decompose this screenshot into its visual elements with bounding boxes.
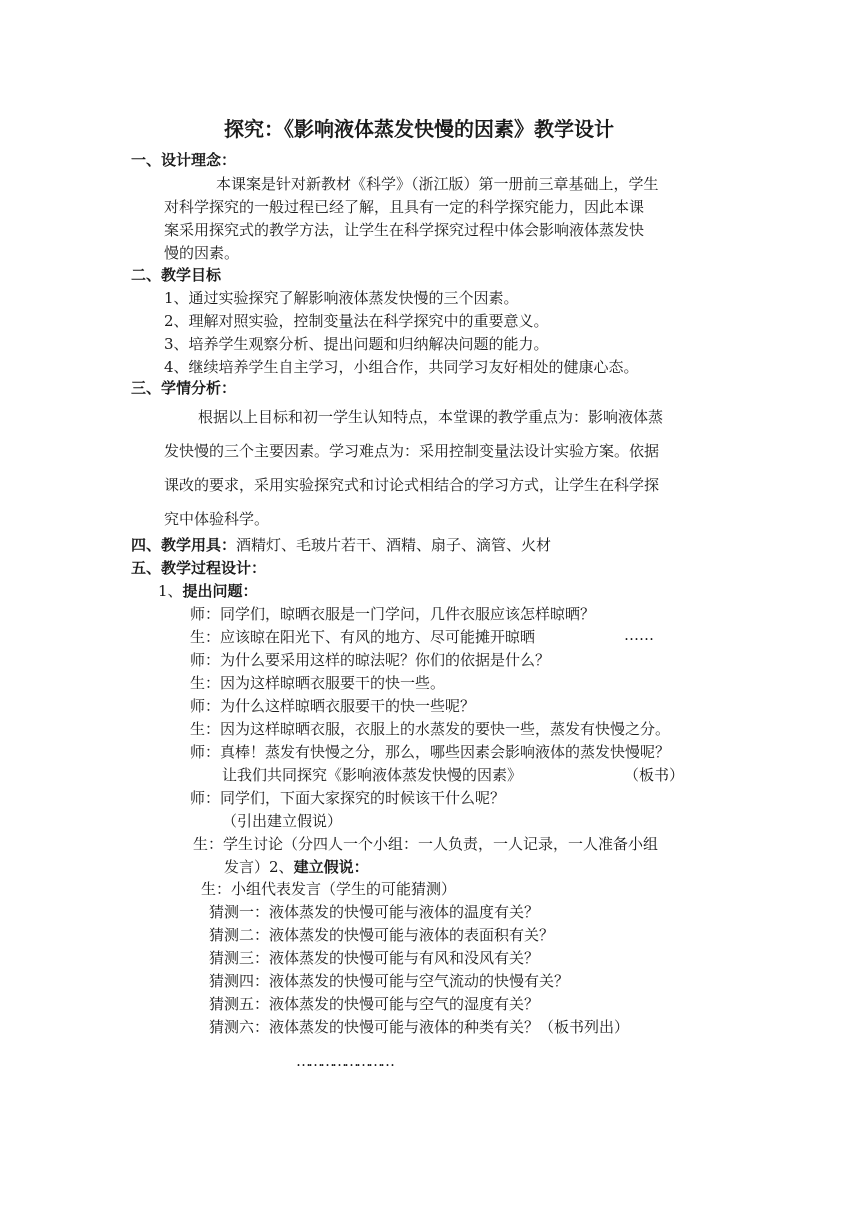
analysis-line: 究中体验科学。 xyxy=(164,510,270,528)
dialog-line: 师：同学们，下面大家探究的时候该干什么呢？ xyxy=(190,789,506,807)
subsection-label: 提出问题： xyxy=(182,582,258,600)
subsection-number: 1、 xyxy=(158,582,183,600)
guess-item: 猜测一：液体蒸发的快慢可能与液体的温度有关？ xyxy=(209,903,540,921)
analysis-line: 课改的要求，采用实验探究式和讨论式相结合的学习方式，让学生在科学探 xyxy=(164,476,660,494)
page-title: 探究：《影响液体蒸发快慢的因素》教学设计 xyxy=(224,117,614,141)
dialog-line: 生：学生讨论（分四人一个小组：一人负责，一人记录，一人准备小组 xyxy=(193,835,659,853)
concept-line: 本课案是针对新教材《科学》（浙江版）第一册前三章基础上，学生 xyxy=(216,175,659,193)
dialog-line: 师：为什么要采用这样的晾法呢？你们的依据是什么？ xyxy=(190,651,551,669)
dialog-line: 生：因为这样晾晒衣服，衣服上的水蒸发的要快一些，蒸发有快慢之分。 xyxy=(190,720,671,738)
dialog-line: 师：为什么这样晾晒衣服要干的快一些呢？ xyxy=(190,697,476,715)
guess-intro: 生：小组代表发言（学生的可能猜测） xyxy=(201,880,457,898)
tools-line xyxy=(131,536,551,555)
guess-item: 猜测二：液体蒸发的快慢可能与液体的表面积有关？ xyxy=(209,926,555,944)
concept-line: 对科学探究的一般过程已经了解，且具有一定的科学探究能力，因此本课 xyxy=(164,198,645,216)
dialog-line: 发言） xyxy=(224,858,270,876)
guess-item: 猜测六：液体蒸发的快慢可能与液体的种类有关？（板书列出） xyxy=(209,1018,630,1036)
board-note: （板书） xyxy=(624,766,685,784)
section-heading-analysis: 三、学情分析： xyxy=(131,379,237,397)
section-heading-tools: 四、教学用具： xyxy=(131,536,237,554)
goal-item: 3、培养学生观察分析、提出问题和归纳解决问题的能力。 xyxy=(164,335,549,353)
concept-line: 慢的因素。 xyxy=(164,244,240,262)
tools-content: 酒精灯、毛玻片若干、酒精、扇子、滴管、火材 xyxy=(236,536,552,554)
dialog-line: 让我们共同探究《影响液体蒸发快慢的因素》 xyxy=(222,766,523,784)
dialog-line: 师：同学们，晾晒衣服是一门学问，几件衣服应该怎样晾晒？ xyxy=(190,605,596,623)
guess-item: 猜测五：液体蒸发的快慢可能与空气的湿度有关？ xyxy=(209,995,540,1013)
dialog-line: （引出建立假说） xyxy=(222,812,343,830)
dialog-line: 生：应该晾在阳光下、有风的地方、尽可能摊开晾晒 xyxy=(190,628,536,646)
closing-ellipsis: …………………… xyxy=(296,1052,392,1070)
dialog-line: 师：真棒！蒸发有快慢之分，那么，哪些因素会影响液体的蒸发快慢呢？ xyxy=(190,743,671,761)
analysis-line: 发快慢的三个主要因素。学习难点为：采用控制变量法设计实验方案。依据 xyxy=(164,442,660,460)
dialog-ellipsis: …… xyxy=(624,626,654,644)
dialog-line: 生：因为这样晾晒衣服要干的快一些。 xyxy=(190,674,446,692)
section-heading-concept: 一、设计理念： xyxy=(131,151,237,169)
concept-line: 案采用探究式的教学方法，让学生在科学探究过程中体会影响液体蒸发快 xyxy=(164,221,645,239)
subsection-number: 2、 xyxy=(269,858,294,876)
analysis-line: 根据以上目标和初一学生认知特点，本堂课的教学重点为：影响液体蒸 xyxy=(198,408,664,426)
section-heading-goals: 二、教学目标 xyxy=(131,266,222,284)
section-heading-process: 五、教学过程设计： xyxy=(131,559,267,577)
guess-item: 猜测三：液体蒸发的快慢可能与有风和没风有关？ xyxy=(209,949,540,967)
goal-item: 2、理解对照实验，控制变量法在科学探究中的重要意义。 xyxy=(164,312,549,330)
subsection-label: 建立假说： xyxy=(293,858,369,876)
goal-item: 4、继续培养学生自主学习，小组合作，共同学习友好相处的健康心态。 xyxy=(164,358,639,376)
guess-item: 猜测四：液体蒸发的快慢可能与空气流动的快慢有关？ xyxy=(209,972,570,990)
goal-item: 1、通过实验探究了解影响液体蒸发快慢的三个因素。 xyxy=(164,289,519,307)
subsection-raise-question xyxy=(158,582,258,601)
dialog-line-continued xyxy=(224,858,369,877)
